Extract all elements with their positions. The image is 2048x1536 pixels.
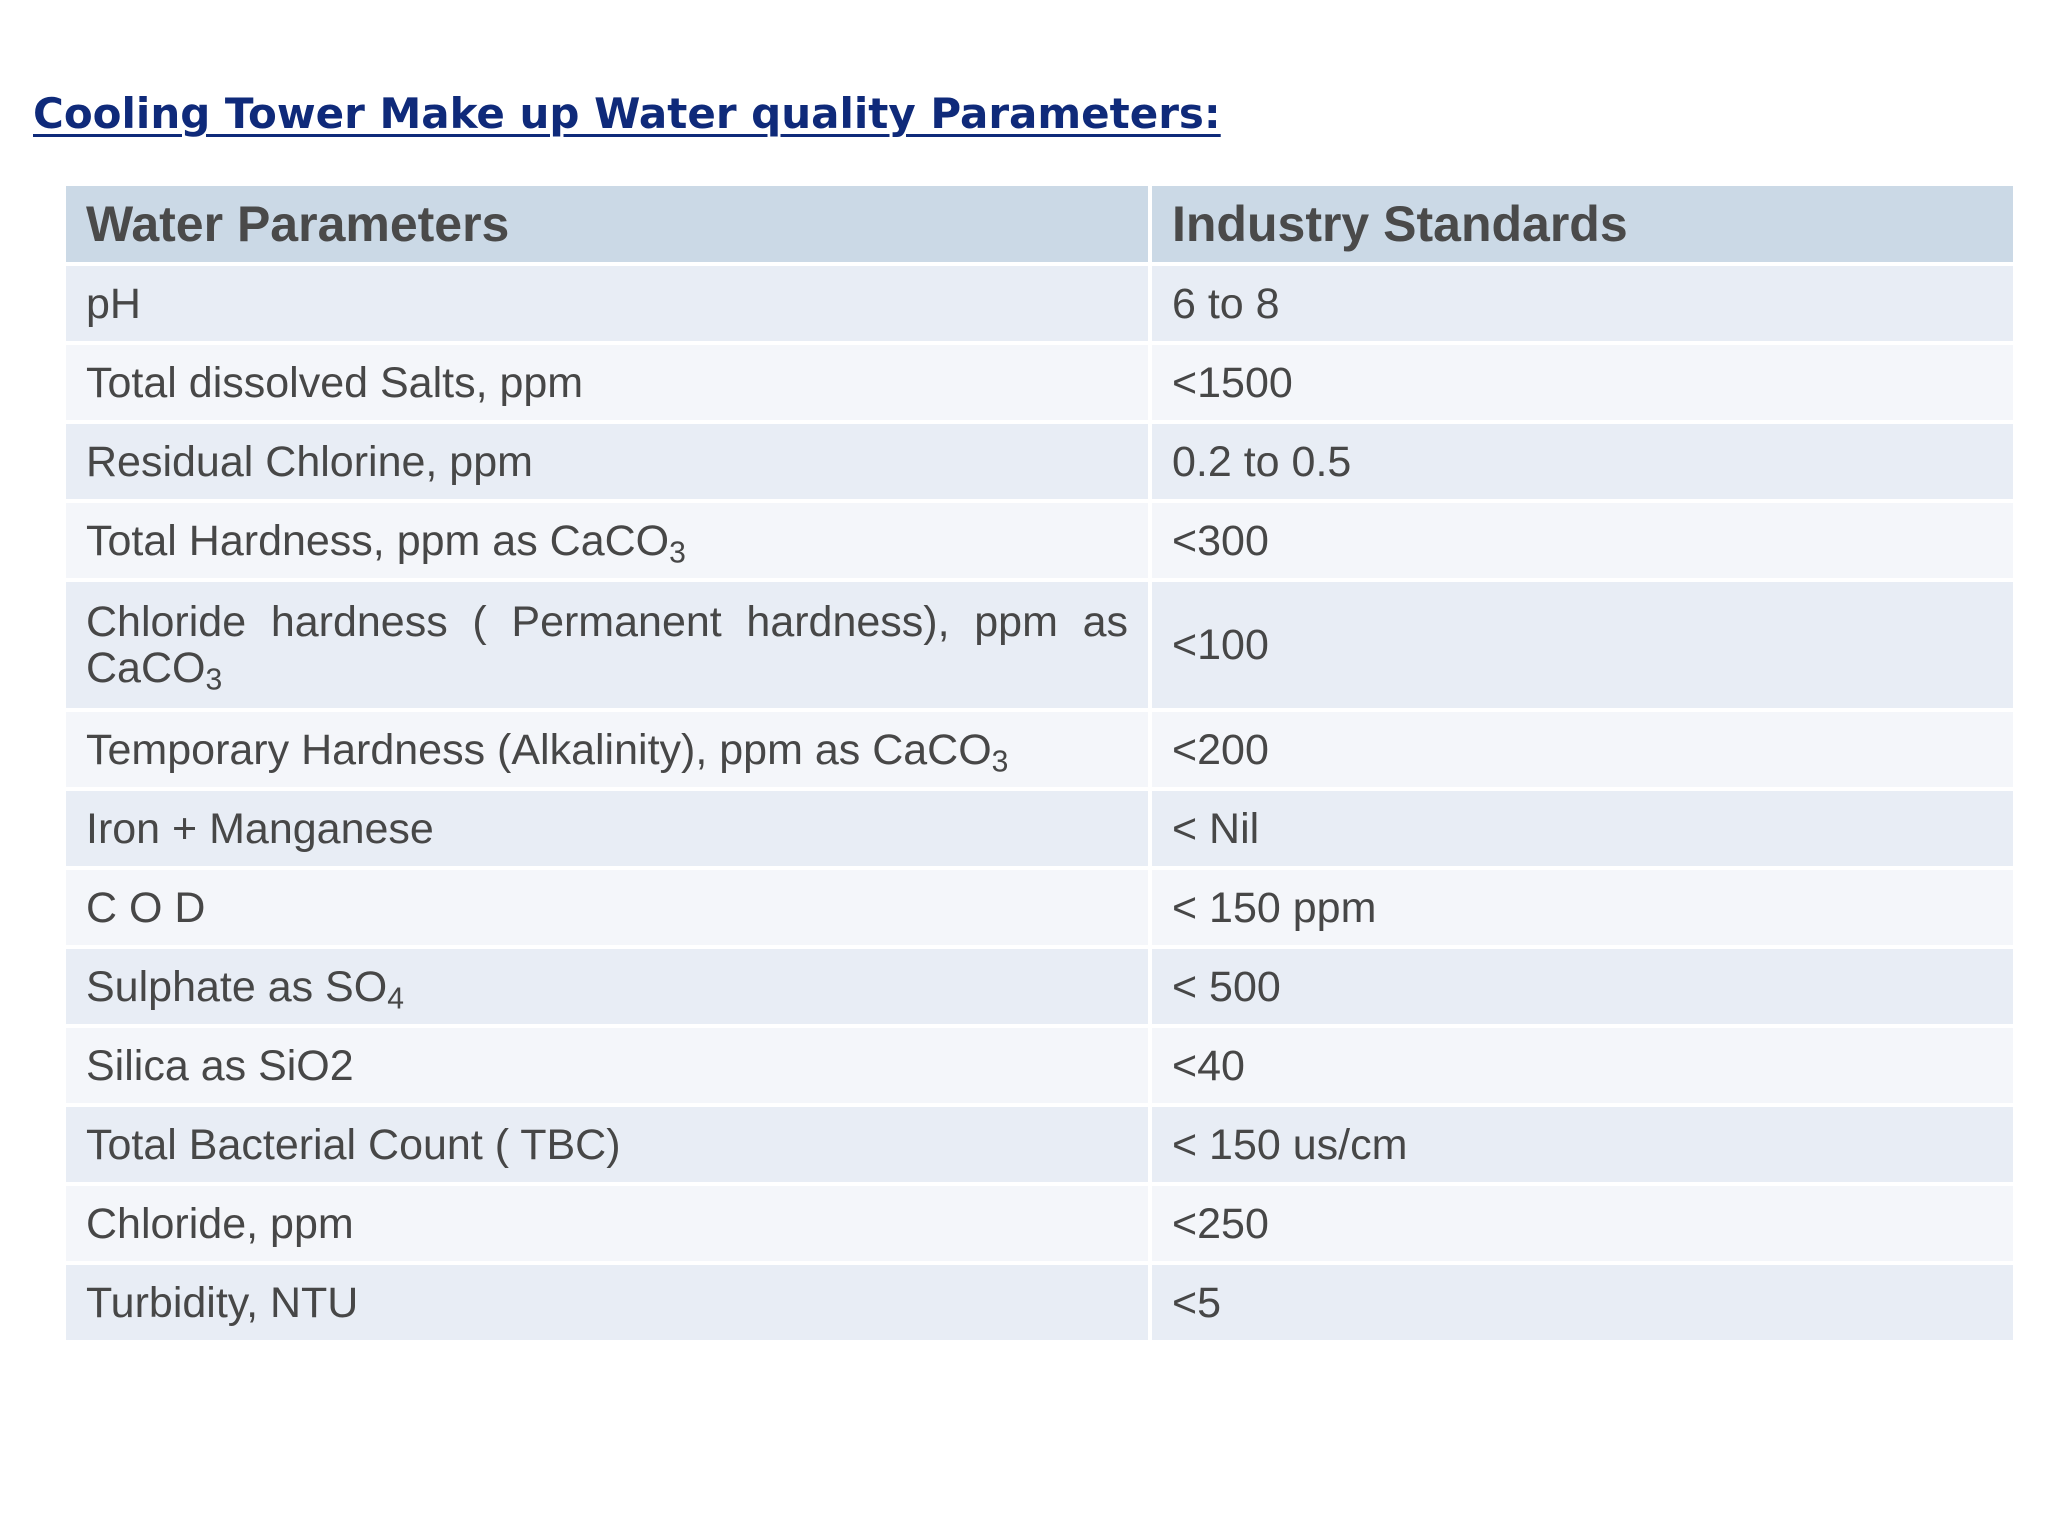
table-row [66, 503, 2013, 578]
standard-cell: < 150 ppm [1152, 870, 2013, 945]
table-row [66, 345, 2013, 420]
standard-cell: <250 [1152, 1186, 2013, 1261]
standard-cell: 6 to 8 [1152, 266, 2013, 341]
parameter-text: Chloride hardness ( Permanent hardness), ppm as CaCO [86, 598, 1128, 692]
subscript: 3 [669, 536, 686, 570]
parameter-text: Total Hardness, ppm as CaCO [86, 516, 670, 565]
parameter-text: Sulphate as SO [86, 962, 388, 1011]
parameter-cell [66, 791, 1148, 866]
parameter-text: pH [86, 279, 141, 328]
table-row [66, 1107, 2013, 1182]
table-row [66, 1265, 2013, 1340]
table-row [66, 1028, 2013, 1103]
parameter-cell [66, 712, 1148, 787]
standard-cell: < 500 [1152, 949, 2013, 1024]
parameter-cell [66, 582, 1148, 708]
table-row [66, 870, 2013, 945]
table-row [66, 1186, 2013, 1261]
table-row [66, 949, 2013, 1024]
subscript: 3 [205, 663, 223, 697]
water-quality-table [62, 182, 2017, 1344]
parameter-cell [66, 345, 1148, 420]
parameter-cell [66, 266, 1148, 341]
table-row [66, 582, 2013, 708]
subscript: 3 [991, 745, 1009, 779]
column-header-parameters: Water Parameters [66, 186, 1148, 262]
parameter-cell [66, 1186, 1148, 1261]
column-header-standards: Industry Standards [1152, 186, 2013, 262]
parameter-text: Residual Chlorine, ppm [86, 437, 533, 486]
page-title: Cooling Tower Make up Water quality Parameters: [33, 89, 1221, 138]
parameter-text: Temporary Hardness (Alkalinity), ppm as CaCO [86, 725, 992, 774]
standard-cell: <100 [1152, 582, 2013, 708]
table-row [66, 791, 2013, 866]
parameter-text: C O D [86, 883, 206, 932]
table-row [66, 424, 2013, 499]
parameter-cell [66, 870, 1148, 945]
standard-cell: <1500 [1152, 345, 2013, 420]
standard-cell: <300 [1152, 503, 2013, 578]
standard-cell: <200 [1152, 712, 2013, 787]
parameter-cell [66, 1028, 1148, 1103]
standard-cell: 0.2 to 0.5 [1152, 424, 2013, 499]
subscript: 4 [387, 982, 404, 1016]
parameter-cell [66, 424, 1148, 499]
parameter-text: Silica as SiO2 [86, 1041, 354, 1090]
parameter-cell [66, 1107, 1148, 1182]
table-row [66, 712, 2013, 787]
standard-cell: <40 [1152, 1028, 2013, 1103]
parameter-text: Turbidity, NTU [86, 1278, 359, 1327]
standard-cell: < 150 us/cm [1152, 1107, 2013, 1182]
standard-cell: < Nil [1152, 791, 2013, 866]
parameter-cell [66, 1265, 1148, 1340]
parameter-cell [66, 949, 1148, 1024]
parameter-text: Chloride, ppm [86, 1199, 354, 1248]
parameter-text: Total Bacterial Count ( TBC) [86, 1120, 621, 1169]
table-row [66, 266, 2013, 341]
parameter-text: Total dissolved Salts, ppm [86, 358, 584, 407]
parameter-text: Iron + Manganese [86, 804, 434, 853]
standard-cell: <5 [1152, 1265, 2013, 1340]
table-header-row [66, 186, 2013, 262]
parameter-cell [66, 503, 1148, 578]
